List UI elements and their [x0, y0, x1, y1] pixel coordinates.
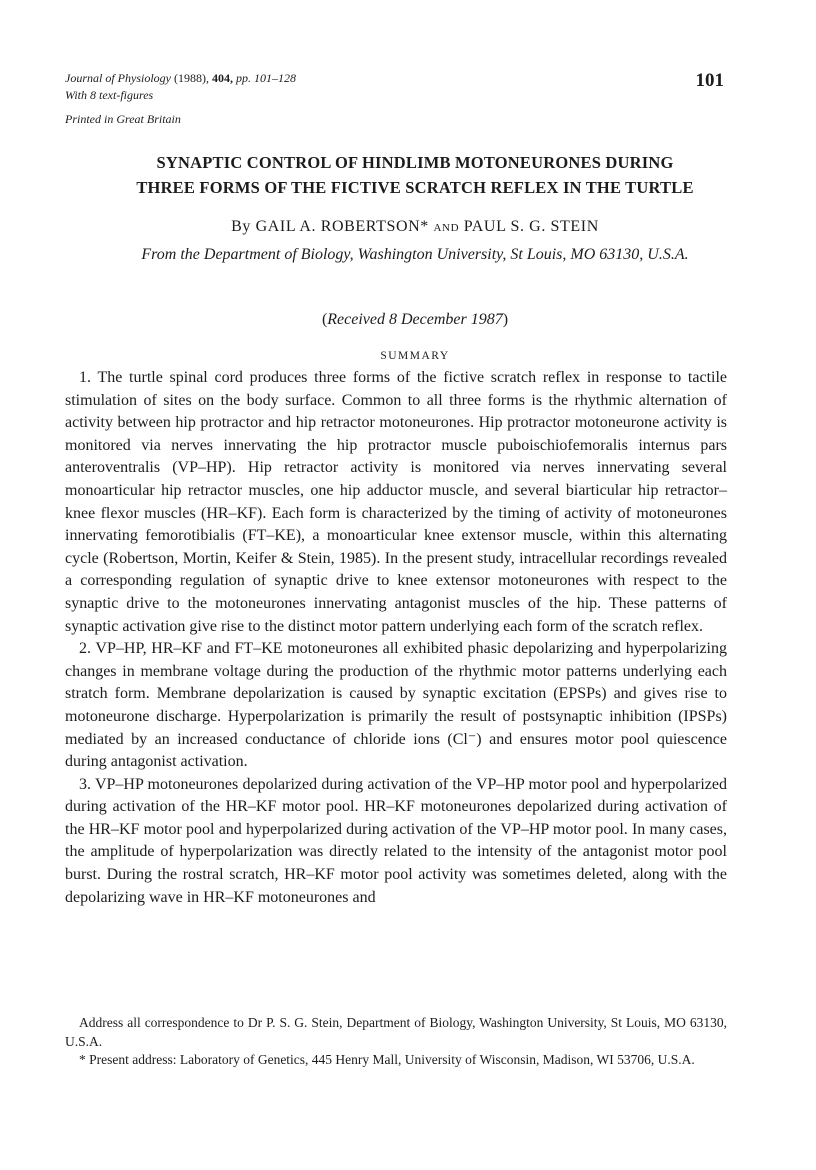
by-label: By	[231, 218, 252, 235]
journal-citation	[65, 70, 465, 87]
page-number: 101	[695, 70, 724, 91]
summary-paragraph-3: 3. VP–HP motoneurones depolarized during activation of the VP–HP motor pool and hyperpolarized during activation of the HR–KF motor pool. HR–KF motoneurones depolarized during activation of the HR–KF motor pool and hyperpolarized during activation of the VP–HP motor pool. In many cases, the amplitude of hyperpolarization was directly related to the intensity of the antagonist motor pool burst. During the rostral scratch, HR–KF motor pool activity was sometimes deleted, along with the depolarizing wave in HR–KF motoneurones and	[65, 775, 727, 906]
author-1: GAIL A. ROBERTSON*	[255, 218, 429, 235]
article-title	[60, 150, 770, 200]
correspondence-footnote: Address all correspondence to Dr P. S. G. Stein, Department of Biology, Washington University, St Louis, MO 63130, U.S.A.	[65, 1015, 727, 1049]
journal-volume: 404,	[211, 71, 233, 85]
article-title-line-2: THREE FORMS OF THE FICTIVE SCRATCH REFLEX IN THE TURTLE	[136, 178, 694, 197]
affiliation: From the Department of Biology, Washington University, St Louis, MO 63130, U.S.A.	[141, 246, 689, 263]
summary-paragraph-1: 1. The turtle spinal cord produces three forms of the fictive scratch reflex in response to tactile stimulation of sites on the body surface. Common to all three forms is the rhythmic alternation of activity between hip protractor and hip retractor motoneurones. Hip protractor motoneurone activity is monitored via nerves innervating the hip protractor muscle puboischiofemoralis internus pars anteroventralis (VP–HP). Hip retractor activity is monitored via nerves innervating several monoarticular hip retractor muscles, one hip adductor muscle, and several biarticular hip retractor–knee flexor muscles (HR–KF). Each form is characterized by the timing of activity of motoneurones innervating femorotibialis (FT–KE), a monoarticular knee extensor muscle, within this alternating cycle (Robertson, Mortin, Keifer & Stein, 1985). In the present study, intracellular recordings revealed a corresponding regulation of synaptic drive to knee extensor motoneurones with respect to the synaptic drive to the motoneurones innervating antagonist muscles of the hip. These patterns of synaptic activation give rise to the distinct motor pattern underlying each form of the scratch reflex.	[65, 369, 727, 635]
summary-paragraph-2: 2. VP–HP, HR–KF and FT–KE motoneurones all exhibited phasic depolarizing and hyperpolarizing changes in membrane voltage during the production of the rhythmic motor patterns underlying each stratch form. Membrane depolarization is caused by synaptic excitation (EPSPs) and gives rise to motoneurone discharge. Hyperpolarization is primarily the result of postsynaptic inhibition (IPSPs) mediated by an increased conductance of chloride ions (Cl⁻) and ensures motor pool quiescence during antagonist activation.	[65, 640, 727, 771]
present-address-footnote: * Present address: Laboratory of Genetics, 445 Henry Mall, University of Wisconsin, Madison, WI 53706, U.S.A.	[79, 1052, 695, 1067]
article-title-line-1: SYNAPTIC CONTROL OF HINDLIMB MOTONEURONES DURING	[156, 153, 674, 172]
journal-year: (1988),	[173, 71, 209, 85]
author-line	[60, 218, 770, 236]
summary-heading: SUMMARY	[380, 350, 450, 362]
received-date-text: Received 8 December 1987	[327, 311, 503, 328]
figure-count: With 8 text-figures	[65, 88, 154, 102]
journal-name: Journal of Physiology	[65, 71, 171, 85]
author-2: PAUL S. G. STEIN	[463, 218, 599, 235]
journal-citation-block	[65, 70, 465, 128]
summary-body	[65, 367, 727, 909]
and-label: and	[433, 218, 460, 235]
journal-pages: pp. 101–128	[235, 71, 296, 85]
footnotes	[65, 1014, 727, 1070]
received-date: (Received 8 December 1987)	[321, 311, 509, 328]
printed-in: Printed in Great Britain	[65, 112, 181, 126]
